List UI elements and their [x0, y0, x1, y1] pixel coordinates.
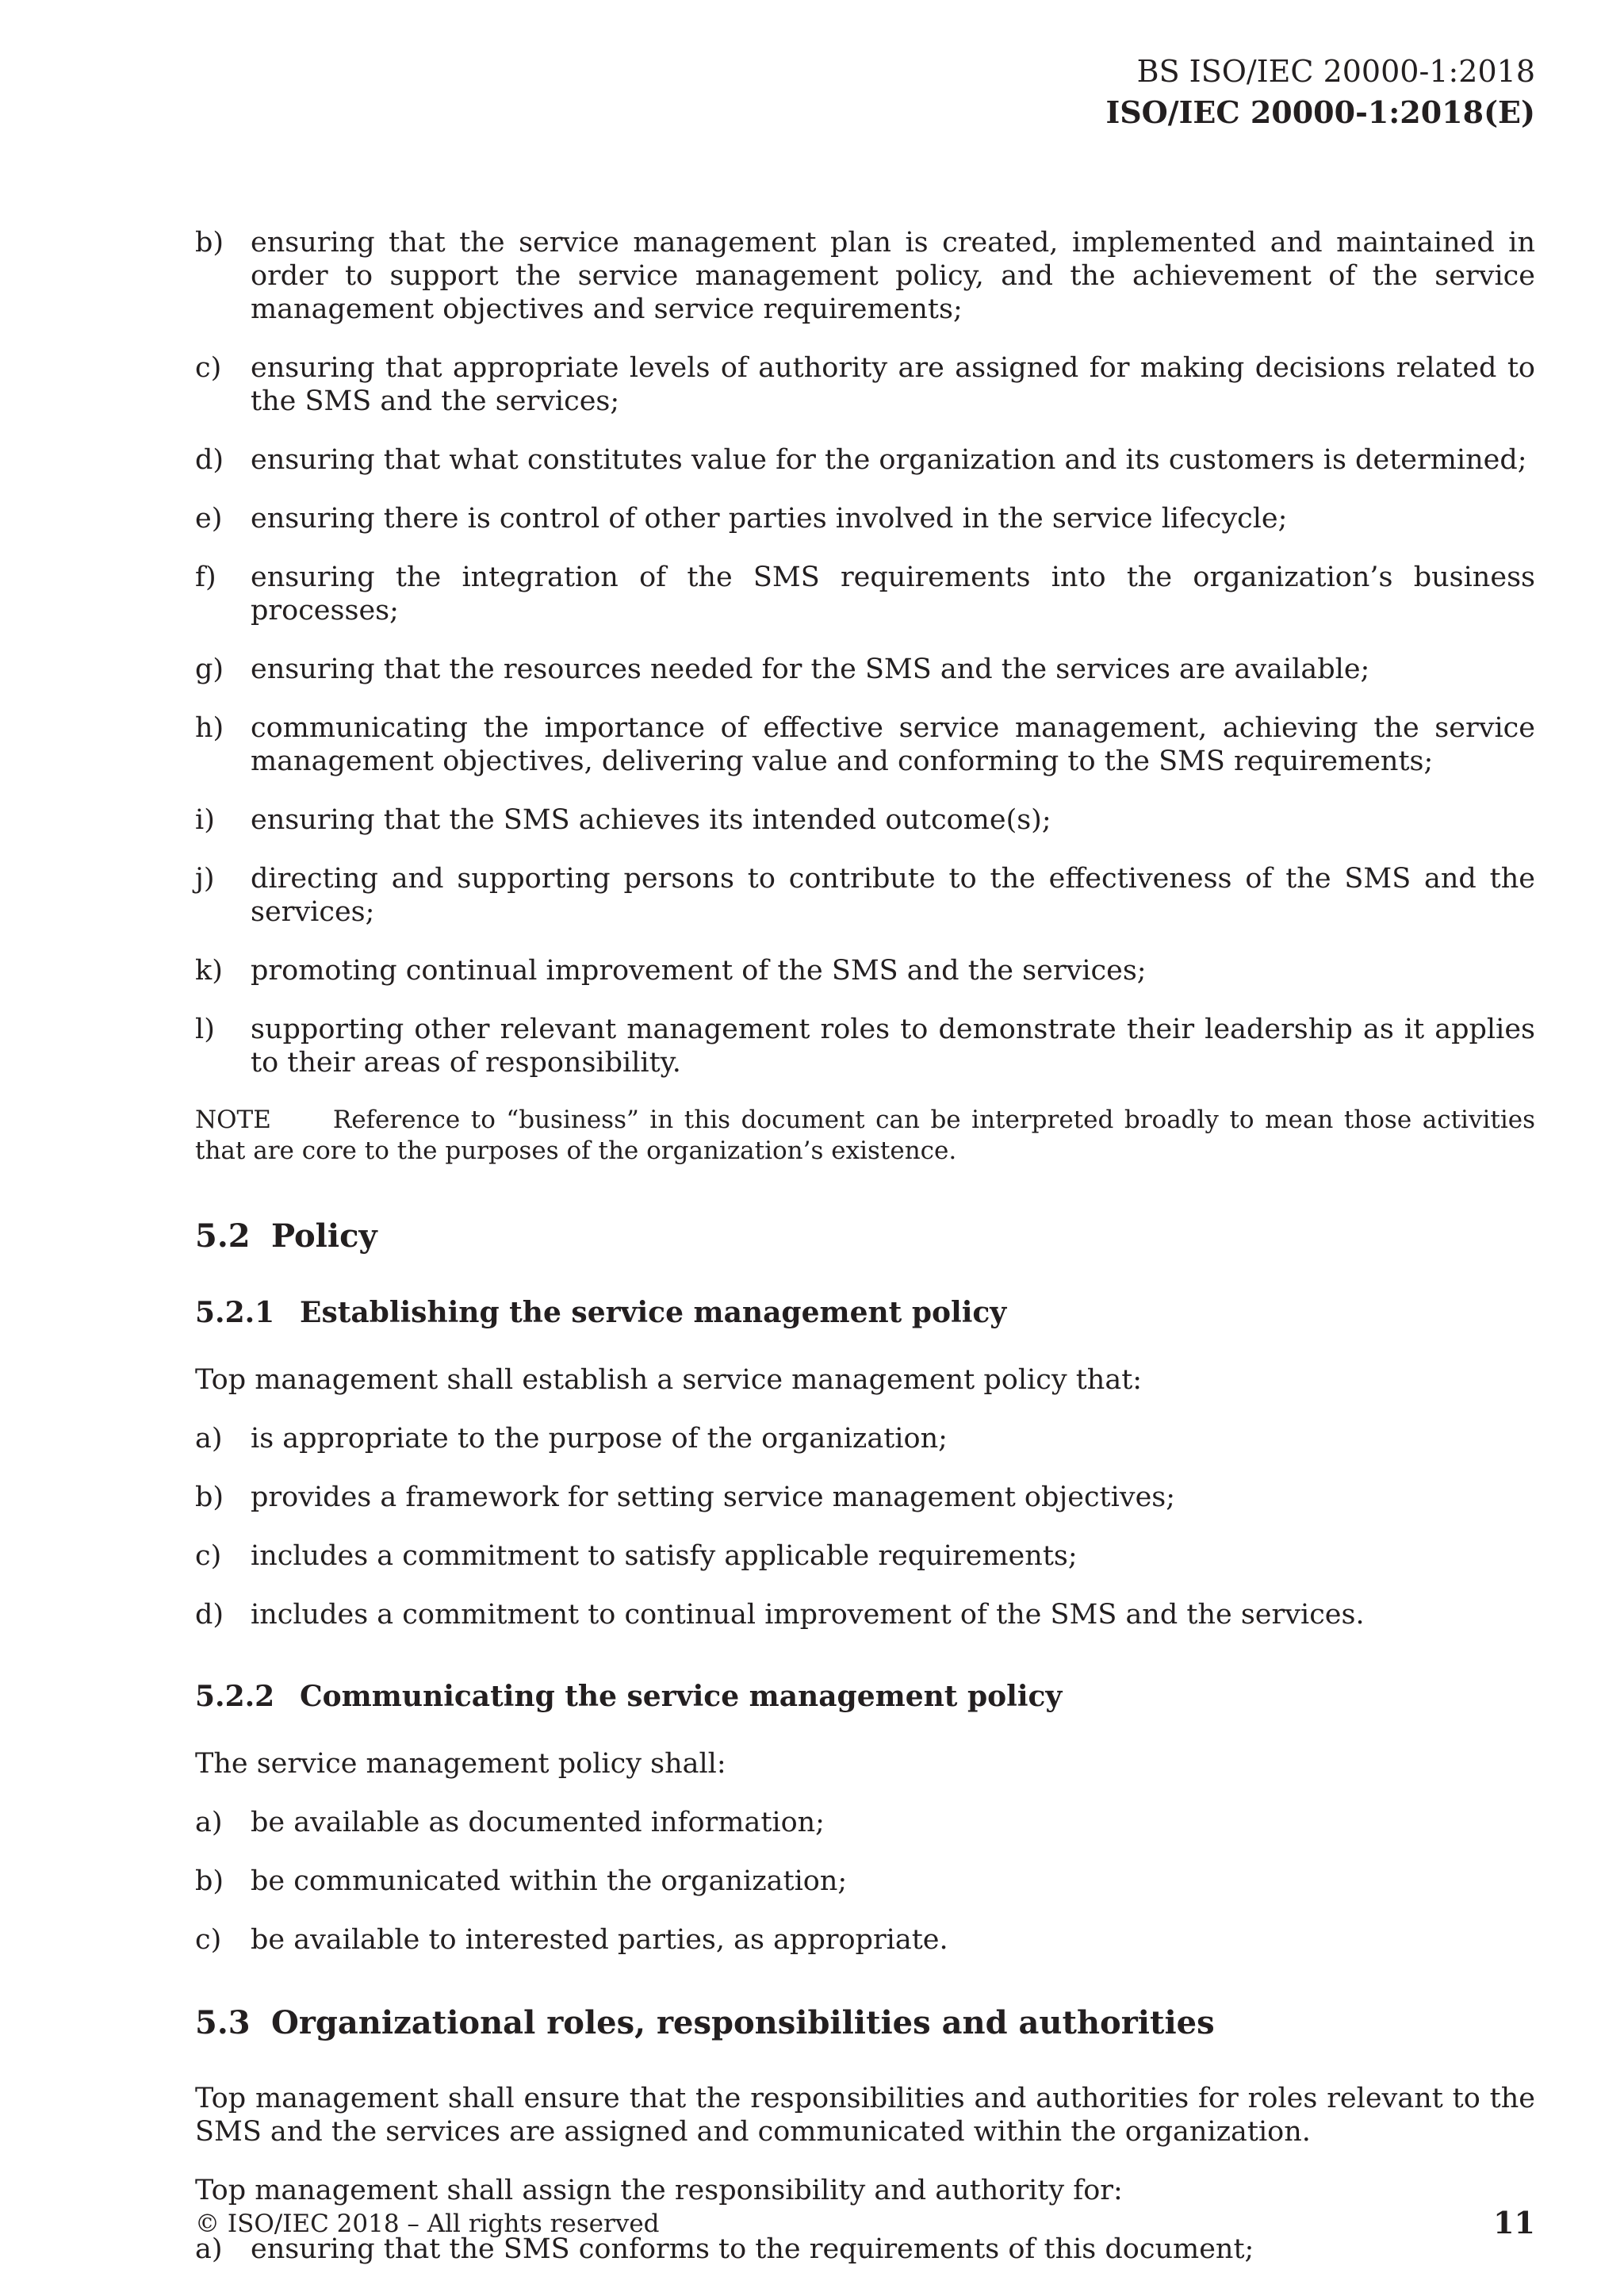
policy-establish-list [195, 1422, 1535, 1631]
list-item-text: ensuring that appropriate levels of authority are assigned for making decisions related to the SMS and the services; [251, 352, 1535, 417]
list-item-text: ensuring that the SMS conforms to the requirements of this document; [251, 2233, 1254, 2265]
list-item-text: is appropriate to the purpose of the organization; [251, 1423, 948, 1455]
list-item [195, 1923, 1535, 1957]
note [195, 1105, 1535, 1167]
list-marker: l) [195, 1014, 215, 1045]
note-label: NOTE [195, 1106, 271, 1134]
list-item-text: ensuring the integration of the SMS requirements into the organization’s business processes; [251, 562, 1535, 627]
list-marker: c) [195, 352, 222, 384]
list-item [195, 502, 1535, 535]
list-marker: a) [195, 1423, 223, 1455]
list-item-text: promoting continual improvement of the SMS and the services; [251, 955, 1147, 987]
list-item-text: ensuring that the service management plan is created, implemented and maintained in order to support the service management policy, and the achievement of the service management objectives and service requirements; [251, 227, 1535, 325]
list-item-text: ensuring that the SMS achieves its intended outcome(s); [251, 804, 1051, 836]
list-marker: k) [195, 955, 223, 987]
list-marker: i) [195, 804, 215, 836]
list-marker: b) [195, 227, 224, 259]
page-number: 11 [1493, 2205, 1535, 2240]
page-header [1105, 51, 1535, 133]
policy-communicate-list [195, 1806, 1535, 1957]
section-title: Communicating the service management policy [300, 1680, 1063, 1713]
section-title: Establishing the service management policy [300, 1296, 1007, 1329]
header-standard-bs: BS ISO/IEC 20000-1:2018 [1136, 54, 1535, 89]
leadership-list [195, 226, 1535, 1079]
list-marker: c) [195, 1924, 222, 1956]
list-item-text: ensuring there is control of other parties involved in the service lifecycle; [251, 503, 1288, 535]
list-item-text: directing and supporting persons to contribute to the effectiveness of the SMS and the services; [251, 863, 1535, 928]
list-item [195, 351, 1535, 418]
paragraph: Top management shall assign the responsibility and authority for: [195, 2175, 1123, 2206]
list-item [195, 226, 1535, 326]
paragraph: The service management policy shall: [195, 1748, 726, 1780]
list-item [195, 1598, 1535, 1631]
list-marker: a) [195, 1807, 223, 1838]
list-item-text: communicating the importance of effective service management, achieving the service management objectives, delivering value and conforming to the SMS requirements; [251, 712, 1535, 777]
list-item [195, 803, 1535, 837]
list-marker: h) [195, 712, 224, 744]
list-item [195, 561, 1535, 627]
list-item [195, 1865, 1535, 1898]
list-item [195, 1422, 1535, 1455]
list-marker: f) [195, 562, 216, 593]
list-item [195, 1481, 1535, 1514]
section-heading-5-2-1 [195, 1295, 1535, 1330]
list-marker: e) [195, 503, 223, 535]
paragraph: Top management shall ensure that the responsibilities and authorities for roles relevant to the SMS and the services are assigned and communicated within the organization. [195, 2083, 1535, 2148]
list-marker: g) [195, 654, 224, 685]
list-marker: d) [195, 444, 224, 476]
list-marker: j) [195, 863, 215, 895]
list-marker: a) [195, 2233, 223, 2265]
section-heading-5-3 [195, 2004, 1535, 2042]
list-item-text: ensuring that what constitutes value for the organization and its customers is determined; [251, 444, 1527, 476]
note-text: Reference to “business” in this document can be interpreted broadly to mean those activities that are core to the purposes of the organization’s existence. [195, 1106, 1535, 1165]
list-marker: c) [195, 1540, 222, 1572]
list-marker: b) [195, 1865, 224, 1897]
list-item [195, 443, 1535, 477]
list-item-text: includes a commitment to continual improvement of the SMS and the services. [251, 1599, 1365, 1631]
list-item [195, 1013, 1535, 1079]
list-marker: d) [195, 1599, 224, 1631]
list-marker: b) [195, 1481, 224, 1513]
section-number: 5.2 [195, 1217, 251, 1255]
list-item-text: be communicated within the organization; [251, 1865, 848, 1897]
list-item-text: ensuring that the resources needed for the SMS and the services are available; [251, 654, 1370, 685]
section-number: 5.3 [195, 2004, 251, 2041]
list-item-text: supporting other relevant management roles to demonstrate their leadership as it applies to their areas of responsibility. [251, 1014, 1535, 1079]
header-standard-iso: ISO/IEC 20000-1:2018(E) [1105, 94, 1535, 130]
paragraph: Top management shall establish a service management policy that: [195, 1364, 1143, 1396]
list-item-text: be available as documented information; [251, 1807, 825, 1838]
document-body [195, 226, 1535, 2291]
list-item [195, 862, 1535, 929]
section-number: 5.2.2 [195, 1680, 275, 1713]
section-title: Policy [271, 1217, 377, 1255]
copyright-notice: © ISO/IEC 2018 – All rights reserved [195, 2210, 660, 2238]
section-heading-5-2 [195, 1217, 1535, 1255]
section-title: Organizational roles, responsibilities and authorities [271, 2004, 1215, 2041]
list-item-text: be available to interested parties, as appropriate. [251, 1924, 948, 1956]
section-heading-5-2-2 [195, 1679, 1535, 1714]
list-item [195, 653, 1535, 686]
list-item-text: includes a commitment to satisfy applicable requirements; [251, 1540, 1078, 1572]
list-item [195, 1539, 1535, 1573]
list-item-text: provides a framework for setting service management objectives; [251, 1481, 1176, 1513]
list-item [195, 711, 1535, 778]
list-item [195, 1806, 1535, 1839]
section-number: 5.2.1 [195, 1296, 275, 1329]
list-item [195, 954, 1535, 987]
